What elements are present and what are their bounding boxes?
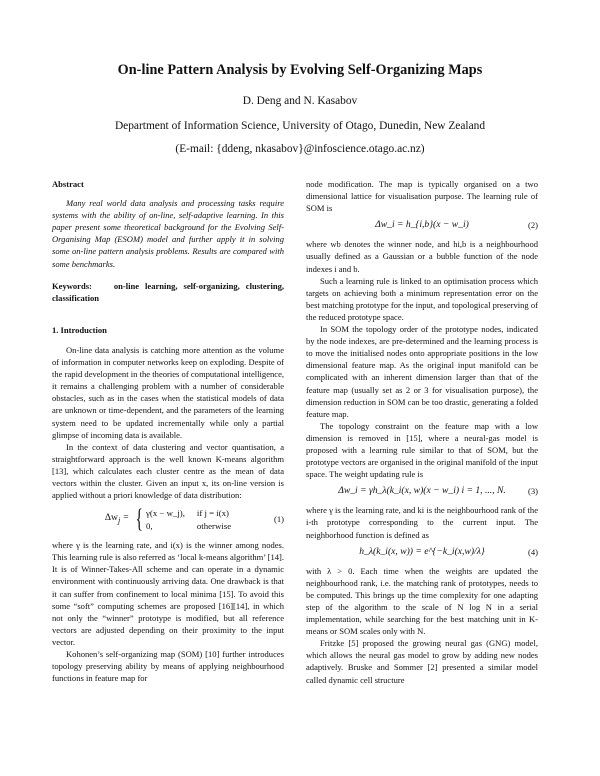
eq1-lhs: $\Delta w_j$ = [104, 511, 132, 525]
right-paragraph-8: Fritzke [5] proposed the growing neural gas (GNG) model, which allows the neural gas model to grow by adding new nodes adaptively. Bruske and Sommer [2] presented a similar model called dynamic cell structure [306, 638, 538, 685]
eq4-expr: h_λ(k_i(x, w)) = e^{−k_i(x,w)/λ} [359, 545, 485, 557]
keywords-label: Keywords: [52, 280, 92, 291]
eq3-number: (3) [528, 486, 538, 497]
equation-4 [306, 546, 538, 558]
eq4-number: (4) [528, 546, 538, 557]
right-paragraph-4: In SOM the topology order of the prototype nodes, indicated by the node indexes, are pre-determined and the learning process is to move the initialised nodes onto appropriate positions in the low dimensional feature map. As the original input manifold can be complicated with an inherent dimension larger than that of the feature map (usually set as 2 or 3 for visualisation purpose), the dimension reduction in SOM can be too drastic, generating a folded feature map. [306, 324, 538, 419]
paper-authors: D. Deng and N. Kasabov [242, 95, 358, 107]
right-paragraph-2: where wb denotes the winner node, and hi,b is a neighbourhood usually defined as a Gaussian or a bubble function of the node indexes i and b. [306, 239, 538, 274]
paper-title: On-line Pattern Analysis by Evolving Self-Organizing Maps [117, 62, 483, 78]
equation-2 [306, 219, 538, 231]
right-paragraph-7: with λ > 0. Each time when the weights are updated the neighbourhood rank, i.e. the matching rank of prototypes, needs to be computed. This brings up the time complexity for one adapting step of the algorithm to the scale of N log N in a serial implementation, while searching for the best matching unit in K-means or SOM scales only with N. [306, 565, 538, 637]
paper-email: (E-mail: {ddeng, nkasabov}@infoscience.otago.ac.nz) [175, 143, 425, 155]
right-paragraph-1: node modification. The map is typically organised on a two dimensional lattice for visualisation purpose. The learning rule of SOM is [306, 179, 538, 214]
paper-affiliation: Department of Information Science, University of Otago, Dunedin, New Zealand [114, 120, 486, 132]
right-paragraph-5: The topology constraint on the feature map with a low dimension is removed in [15], where a neural-gas model is proposed with a learning rule similar to that of SOM, but the prototype vectors are organised in the original manifold of the input space. The weight updating rule is [306, 420, 538, 480]
eq2-number: (2) [528, 220, 538, 231]
intro-paragraph-4: Kohonen’s self-organizing map (SOM) [10] further introduces topology preserving ability by means of applying neighbourhood functions in feature map for [52, 649, 284, 684]
equation-1: $\Delta w_j$ = { γ(x − w_j), if j = i(x) 0, otherwise (1) [104, 504, 284, 534]
right-paragraph-3: Such a learning rule is linked to an optimisation process which targets on achieving both a minimum representation error on the best matching prototype for the input, and topological preserving of the reduced prototype space. [306, 275, 538, 322]
section-heading-introduction: 1. Introduction [52, 324, 107, 335]
right-paragraph-6: where γ is the learning rate, and ki is the neighbourhood rank of the i-th prototype corresponding to the current input. The neighborhood function is defined as [306, 505, 538, 540]
keywords-text: on-line learning, self-organizing, clustering, classification [52, 280, 284, 303]
intro-paragraph-3: where γ is the learning rate, and i(x) is the winner among nodes. This learning rule is also referred as ‘local k-means algorithm’ [14]. It is of Winner-Takes-All scheme and can operate in a dynamic environment with continuously arriving data. One drawback is that it can suffer from confinement to local minima [15]. To avoid this some “soft” computing schemes are proposed [16][14], in which not only the “winner” prototype is modified, but all reference vectors are adjusted depending on their proximity to the input vector. [52, 540, 284, 647]
eq3-expr: Δw_i = γh_λ(k_i(x, w)(x − w_i) i = 1, ..., N. [338, 485, 506, 497]
abstract-heading: Abstract [52, 179, 84, 189]
right-column [306, 178, 538, 686]
eq1-case2-expr: 0, [146, 520, 153, 531]
intro-paragraph-1: On-line data analysis is catching more attention as the volume of information in computer networks keep on exploding. Despite of the rapid development in the theories of computational intelligence, it remains a challenging problem with a number of considerable obstacles, such as in the cases when the statistical models of data are unknown or time-dependent, and the parameters of the learning system need to be updated incrementally while only a partial glimpse of incoming data is available. [52, 344, 284, 440]
eq2-expr: Δw_i = h_{i,b}(x − w_i) [375, 219, 469, 231]
left-column [52, 178, 284, 684]
eq1-case1-expr: γ(x − w_j), [146, 507, 185, 518]
equation-3 [306, 485, 538, 497]
eq1-case2-cond: otherwise [196, 520, 232, 531]
eq1-cases [146, 507, 231, 532]
abstract-text: Many real world data analysis and processing tasks require systems with the ability of on-line, self-adaptive learning. In this paper present some theoretical background for the Evolving Self-Organising Map (ESOM) model and further apply it in solving some on-line pattern analysis problems. Results are compared with some benchmarks. [52, 198, 284, 269]
eq1-number: (1) [274, 514, 284, 525]
intro-paragraph-2: In the context of data clustering and vector quantisation, a straightforward approach is the well known K-means algorithm [13], which calculates each cluster centre as the mean of data vectors within the cluster. Given an input x, its on-line version is applied without a priori knowledge of data distribution: [52, 441, 284, 501]
eq1-case1-cond: if j = i(x) [196, 507, 229, 518]
keywords [52, 280, 284, 304]
